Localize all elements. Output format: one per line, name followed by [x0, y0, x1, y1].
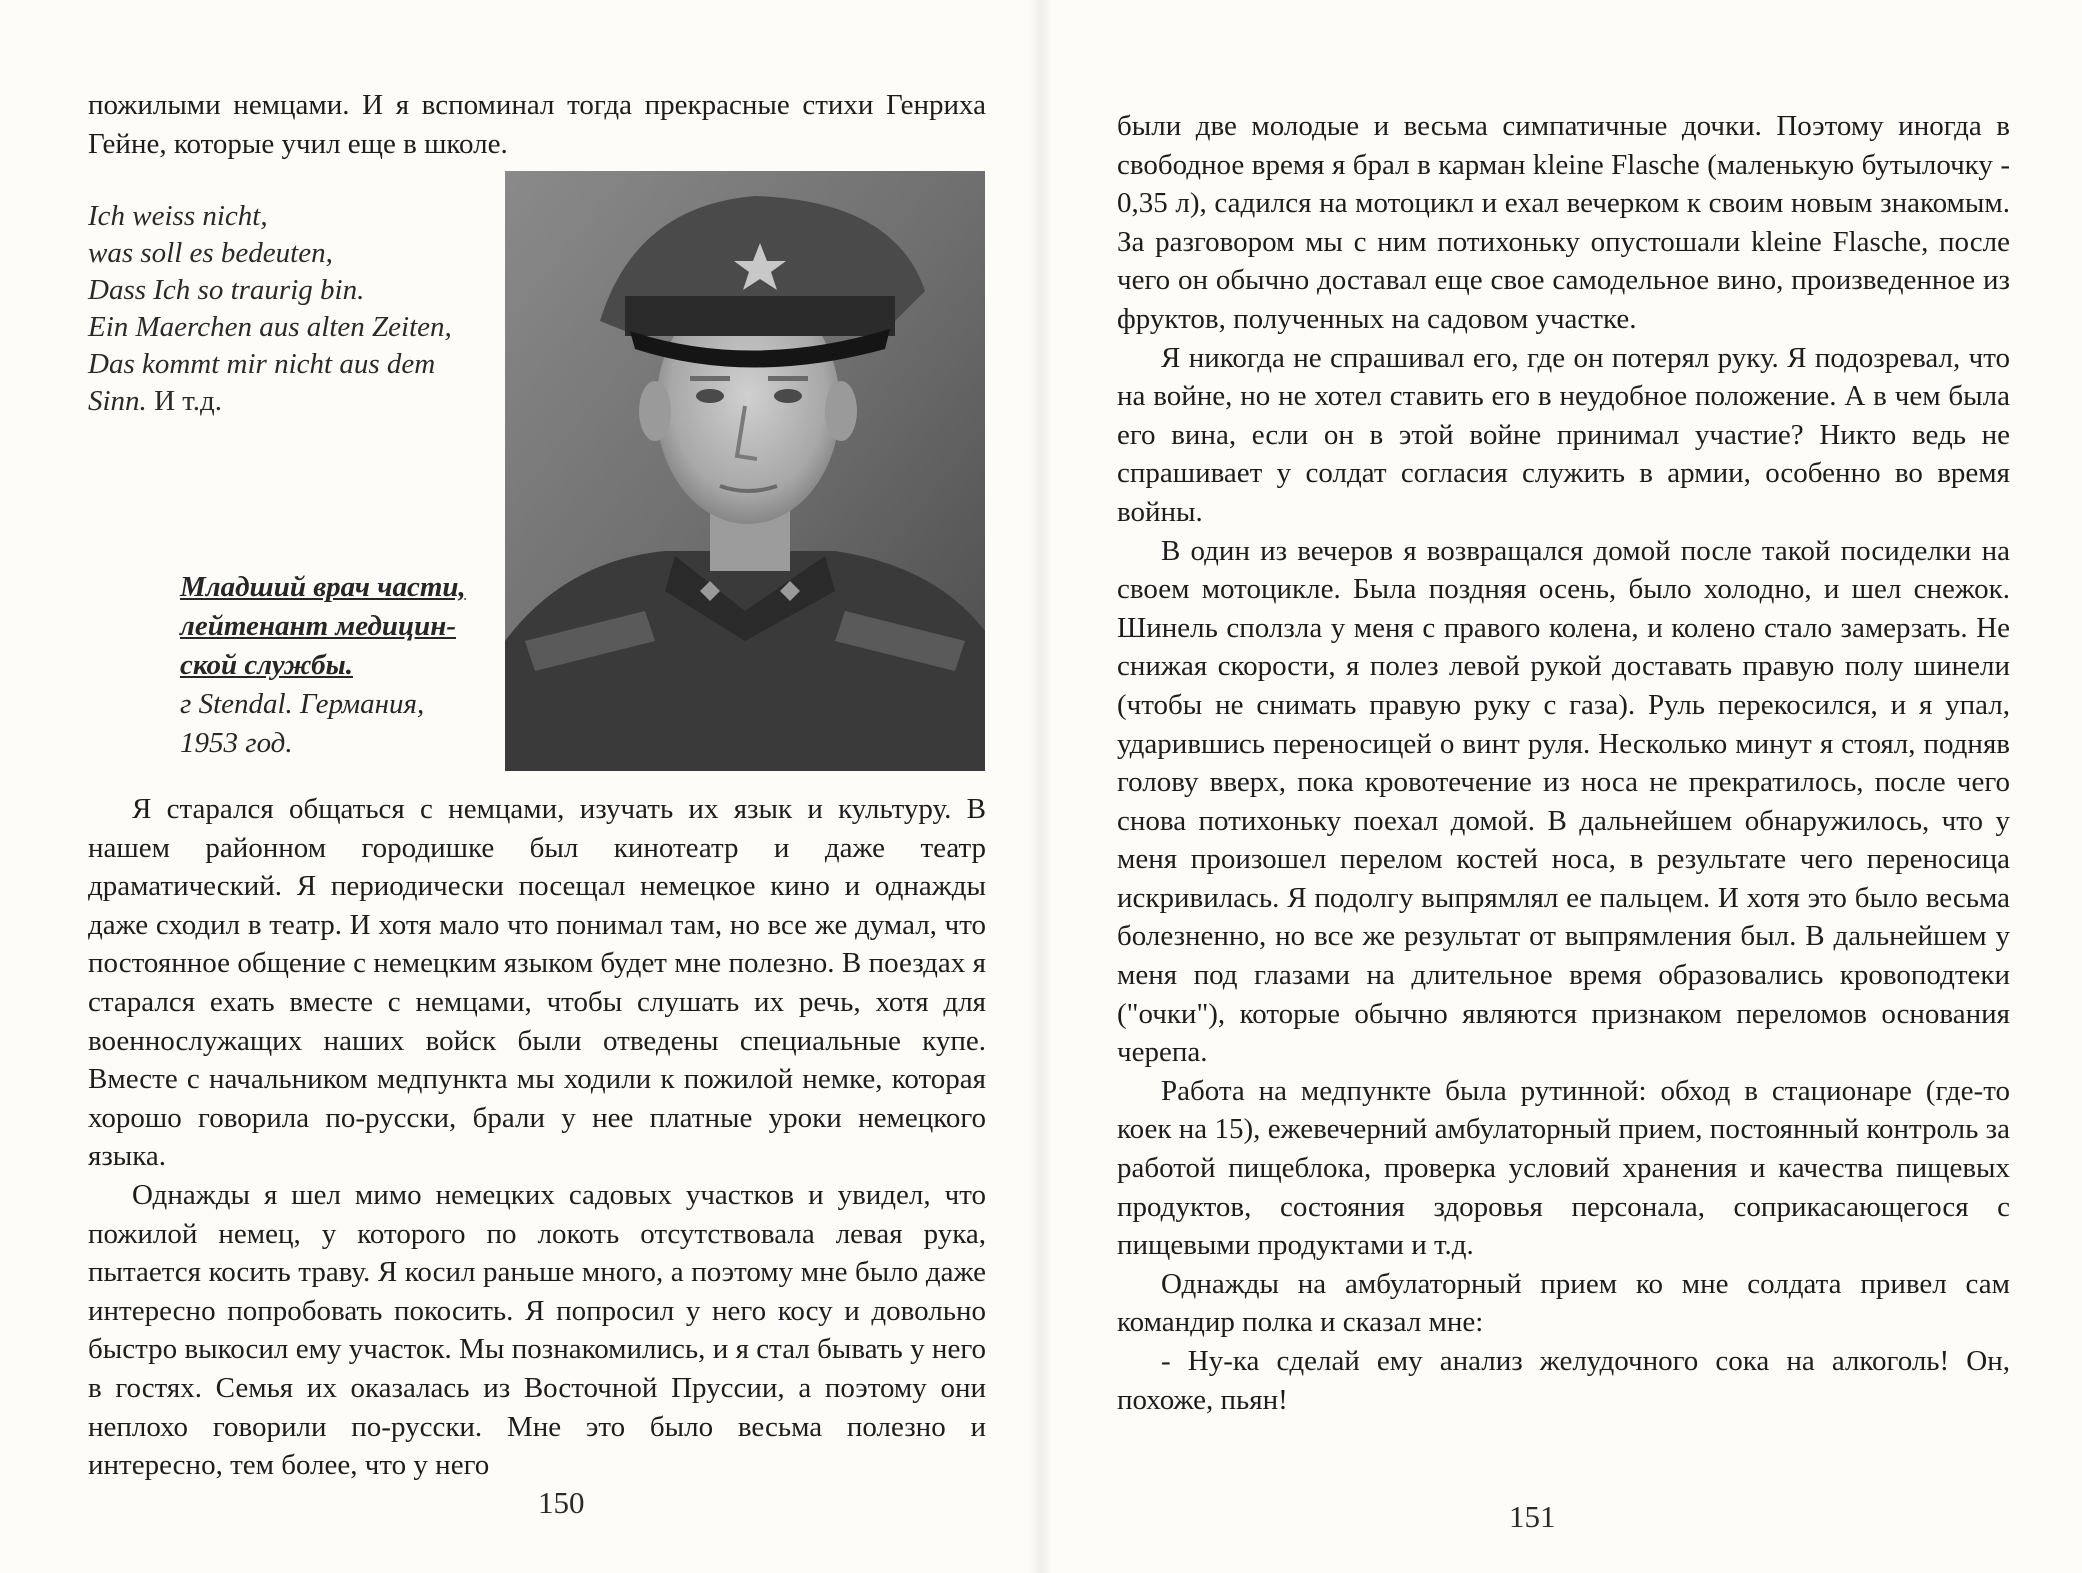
caption-title-line: ской службы.	[180, 649, 353, 681]
photo-caption	[180, 568, 495, 763]
paragraph: Однажды на амбулаторный прием ко мне солдата привел сам командир полка и сказал мне:	[1117, 1267, 2010, 1339]
paragraph: были две молодые и весьма симпатичные дочки. Поэтому иногда в свободное время я брал в карман kleine Flasche (маленькую бутылочку - 0,35 л), садился на мотоцикл и ехал вечерком к своим новым знакомым. За разговором мы с ним потихоньку опустошали kleine Flasche, после чего он обычно доставал еще свое самодельное вино, произведенное из фруктов, полученных на садовом участке.	[1117, 110, 2010, 335]
caption-title-line: лейтенант медицин-	[180, 610, 456, 642]
left-main-text	[88, 790, 986, 1485]
paragraph: Я старался общаться с немцами, изучать их язык и культуру. В нашем районном городишке был кинотеатр и даже театр драматический. Я периодически посещал немецкое кино и однажды даже сходил в театр. И хотя мало что понимал там, но все же думал, что постоянное общение с немецким языком будет мне полезно. В поездах я старался ехать вместе с немцами, чтобы слушать их речь, хотя для военнослужащих наших войск были отведены специальные купе. Вместе с начальником медпункта мы ходили к пожилой немке, которая хорошо говорила по-русски, брали у нее платные уроки немецкого языка.	[88, 793, 986, 1173]
poem-line: Das kommt mir nicht aus dem	[88, 348, 436, 380]
heine-poem	[88, 198, 508, 420]
caption-year: 1953 год.	[180, 727, 293, 759]
right-main-text	[1117, 107, 2010, 1419]
paragraph: Работа на медпункте была рутинной: обход в стационаре (где-то коек на 15), ежевечерний амбулаторный прием, постоянный контроль за работой пищеблока, проверка условий хранения и качества пищевых продуктов, состояния здоровья персонала, соприкасающегося с пищевыми продуктами и т.д.	[1117, 1074, 2010, 1262]
paragraph: Я никогда не спрашивал его, где он потерял руку. Я подозревал, что на войне, но не хотел ставить его в неудобное положение. А в чем была его вина, если он в этой войне принимал участие? Никто ведь не спрашивает у солдат согласия служить в армии, особенно во время войны.	[1117, 341, 2010, 528]
poem-line-italic: Sinn.	[88, 385, 147, 417]
poem-line-last	[88, 383, 508, 420]
portrait-photo-icon	[505, 171, 985, 771]
caption-place: г Stendal. Германия,	[180, 688, 425, 720]
paragraph: Однажды я шел мимо немецких садовых участков и увидел, что пожилой немец, у которого по локоть отсутствовала левая рука, пытается косить траву. Я косил раньше много, а поэтому мне было даже интересно попробовать покосить. Я попросил у него косу и довольно быстро выкосил ему участок. Мы познакомились, и я стал бывать у него в гостях. Семья их оказалась из Восточной Пруссии, а поэтому они неплохо говорили по-русски. Мне это было весьма полезно и интересно, тем более, что у него	[88, 1178, 986, 1482]
dialogue-line: - Ну-ка сделай ему анализ желудочного сока на алкоголь! Он, похоже, пьян!	[1117, 1345, 2010, 1416]
poem-line: Dass Ich so traurig bin.	[88, 274, 365, 306]
left-top-paragraph: пожилыми немцами. И я вспоминал тогда прекрасные стихи Генриха Гейне, которые учил еще в школе.	[88, 89, 986, 160]
page-number-right: 151	[1509, 1499, 1556, 1534]
poem-line-tail: И т.д.	[146, 385, 223, 417]
page-number-left: 150	[538, 1485, 585, 1520]
poem-line: Ein Maerchen aus alten Zeiten,	[88, 311, 452, 343]
caption-title-line: Младший врач части,	[180, 571, 466, 603]
poem-line: was soll es bedeuten,	[88, 237, 333, 269]
poem-line: Ich weiss nicht,	[88, 200, 268, 232]
paragraph: В один из вечеров я возвращался домой после такой посиделки на своем мотоцикле. Была поздняя осень, было холодно, и шел снежок. Шинель сползла у меня с правого колена, и колено стало замерзать. Не снижая скорости, я полез левой рукой доставать правую полу шинели (чтобы не снимать правую руку с газа). Руль перекосился, и я упал, ударившись переносицей о винт руля. Несколько минут я стоял, подняв голову вверх, пока кровотечение из носа не прекратилось, после чего снова потихоньку поехал домой. В дальнейшем обнаружилось, что у меня произошел перелом костей носа, в результате чего переносица искривилась. Я подолгу выпрямлял ее пальцем. И хотя это было весьма болезненно, но все же результат от выпрямления был. В дальнейшем у меня под глазами на длительное время образовались кровоподтеки ("очки"), которые обычно являются признаком переломов основания черепа.	[1117, 534, 2010, 1069]
right-page	[1041, 0, 2082, 1573]
